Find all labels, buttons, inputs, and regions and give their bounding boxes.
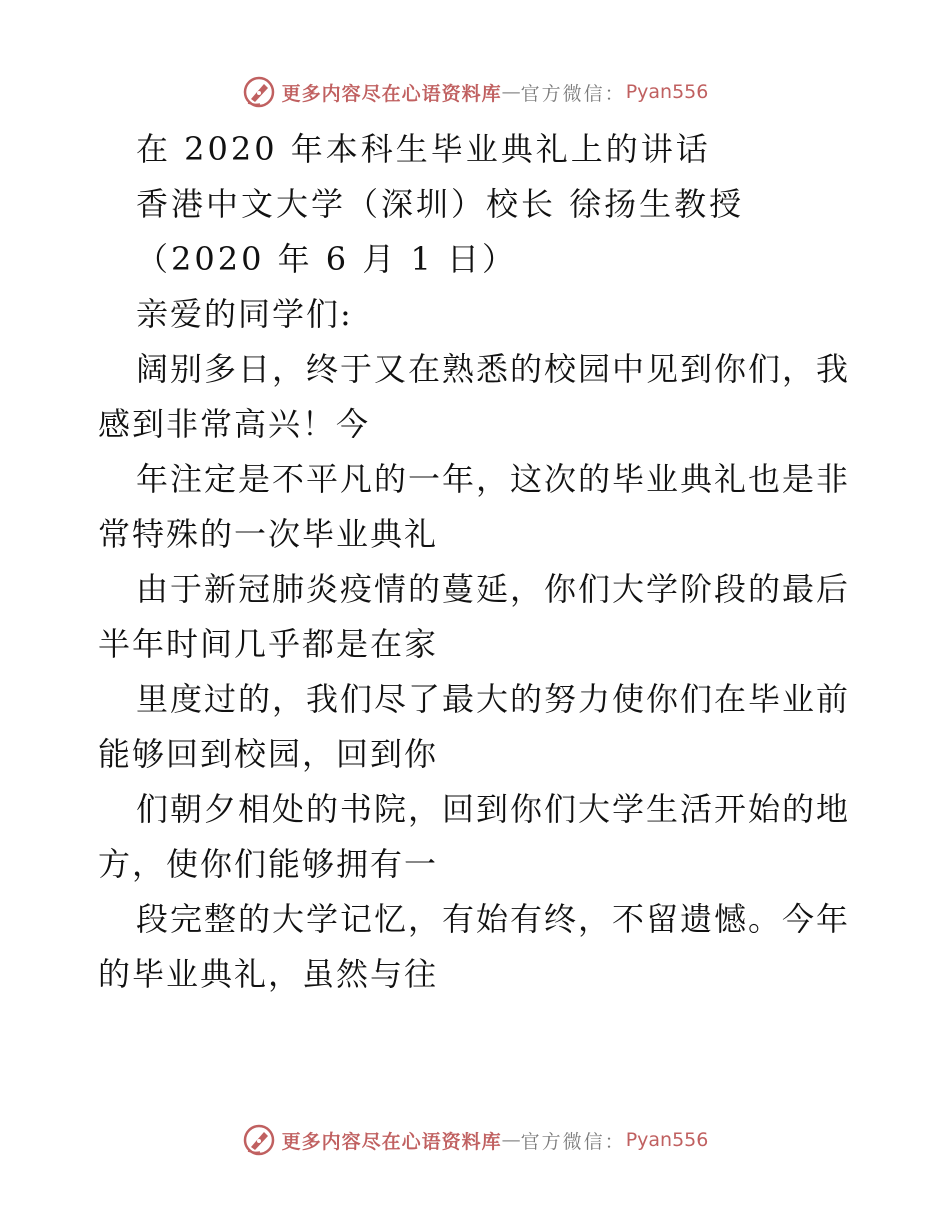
paragraph-line: 阔别多日，终于又在熟悉的校园中见到你们，我 xyxy=(136,350,851,388)
banner-wechat-id: Pyan556 xyxy=(625,1129,709,1151)
banner-text: 更多内容尽在心语资料库 xyxy=(281,82,502,105)
paragraph-line: 由于新冠肺炎疫情的蔓延，你们大学阶段的最后 xyxy=(136,570,851,608)
document-body xyxy=(98,122,858,1002)
pen-nib-logo-icon xyxy=(242,1123,276,1157)
banner-wechat-label: 官方微信： xyxy=(520,82,626,105)
paragraph-line: 能够回到校园，回到你 xyxy=(98,735,439,773)
footer-banner xyxy=(0,1120,950,1160)
paragraph-line: 年注定是不平凡的一年，这次的毕业典礼也是非 xyxy=(136,460,851,498)
paragraph-line: 里度过的，我们尽了最大的努力使你们在毕业前 xyxy=(136,680,851,718)
document-greeting: 亲爱的同学们: xyxy=(136,295,353,333)
banner-separator: — xyxy=(501,1129,521,1151)
banner-separator: — xyxy=(501,81,521,103)
banner-wechat-label: 官方微信： xyxy=(520,1130,626,1153)
paragraph-line: 们朝夕相处的书院，回到你们大学生活开始的地 xyxy=(136,790,851,828)
paragraph-line: 的毕业典礼，虽然与往 xyxy=(98,955,439,993)
banner-wechat-id: Pyan556 xyxy=(625,81,709,103)
paragraph-line: 常特殊的一次毕业典礼 xyxy=(98,515,439,553)
paragraph-line: 方，使你们能够拥有一 xyxy=(98,845,439,883)
pen-nib-logo-icon xyxy=(242,75,276,109)
paragraph-line: 段完整的大学记忆，有始有终，不留遗憾。今年 xyxy=(136,900,851,938)
paragraph-line: 感到非常高兴！今 xyxy=(98,405,371,443)
document-speaker: 香港中文大学（深圳）校长 徐扬生教授 xyxy=(136,185,745,223)
document-date: （2020 年 6 月 1 日） xyxy=(136,240,518,278)
document-title: 在 2020 年本科生毕业典礼上的讲话 xyxy=(136,130,711,168)
header-banner xyxy=(0,72,950,112)
paragraph-line: 半年时间几乎都是在家 xyxy=(98,625,439,663)
banner-text: 更多内容尽在心语资料库 xyxy=(281,1130,502,1153)
